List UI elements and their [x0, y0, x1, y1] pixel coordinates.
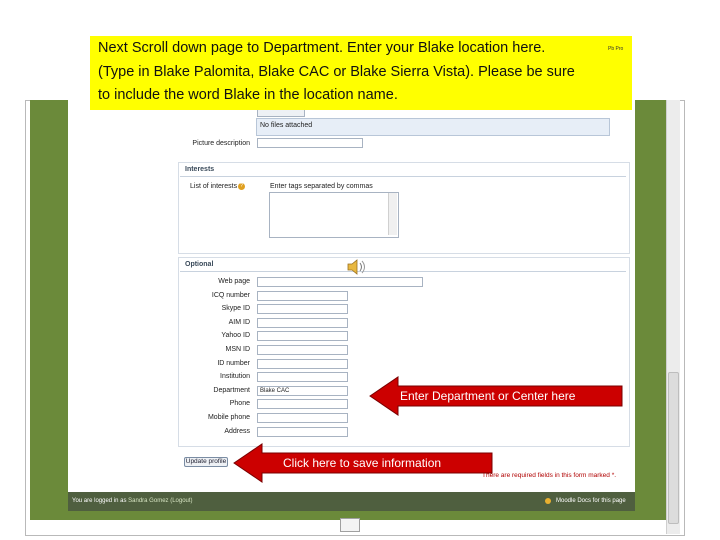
logged-in-prefix: You are logged in as [72, 498, 127, 504]
field-input[interactable] [257, 413, 348, 423]
textarea-scrollbar[interactable] [388, 193, 397, 235]
moodle-docs-link[interactable]: Moodle Docs for this page [556, 498, 626, 504]
banner-tiny-note: Pb Pro [608, 46, 624, 52]
field-label: Skype ID [221, 305, 250, 312]
field-label: ID number [217, 360, 250, 367]
field-label: Department [213, 387, 250, 394]
scrollbar-thumb[interactable] [668, 372, 679, 524]
field-input[interactable] [257, 359, 348, 369]
help-icon[interactable]: ? [238, 183, 245, 190]
field-label: Address [224, 428, 250, 435]
interests-legend: Interests [185, 166, 215, 173]
optional-divider [180, 271, 626, 272]
speaker-icon[interactable] [346, 258, 370, 276]
picture-upload-button-edge[interactable] [257, 110, 305, 117]
required-note: There are required fields in this form marked *. [482, 472, 617, 479]
field-input[interactable] [257, 318, 348, 328]
picture-description-input[interactable] [257, 138, 363, 148]
interests-hint: Enter tags separated by commas [270, 183, 373, 190]
instruction-banner [90, 36, 632, 110]
attachment-status-text: No files attached [260, 122, 313, 129]
field-input[interactable] [257, 304, 348, 314]
picture-description-label: Picture description [192, 140, 250, 147]
field-label: Web page [218, 278, 250, 285]
field-label: MSN ID [225, 346, 250, 353]
field-label: Phone [229, 400, 250, 407]
optional-legend: Optional [185, 261, 214, 268]
banner-line-1: Next Scroll down page to Department. Enter your Blake location here. [98, 40, 546, 56]
field-input[interactable] [257, 291, 348, 301]
interests-list-label: List of interests [190, 183, 238, 190]
field-label: AIM ID [228, 319, 250, 326]
footer-login-info [72, 498, 193, 504]
interests-divider [180, 176, 626, 177]
department-callout-text: Enter Department or Center here [400, 389, 576, 403]
field-label: ICQ number [211, 292, 250, 299]
scroll-corner-button[interactable] [340, 518, 360, 532]
field-label: Institution [220, 373, 250, 380]
docs-info-icon [545, 498, 551, 504]
field-input[interactable] [257, 331, 348, 341]
field-input[interactable] [257, 427, 348, 437]
banner-line-3: to include the word Blake in the location name. [98, 87, 398, 103]
field-input[interactable] [257, 372, 348, 382]
logout-link[interactable]: (Logout) [170, 498, 193, 504]
field-input[interactable] [257, 345, 348, 355]
field-label: Yahoo ID [221, 332, 250, 339]
field-input[interactable] [257, 277, 423, 287]
field-input[interactable] [257, 399, 348, 409]
interests-textarea[interactable] [269, 192, 399, 238]
field-label: Mobile phone [207, 414, 250, 421]
user-name-link[interactable]: Sandra Gomez [128, 498, 169, 504]
banner-line-2: (Type in Blake Palomita, Blake CAC or Blake Sierra Vista). Please be sure [98, 64, 575, 80]
save-callout-text: Click here to save information [283, 456, 442, 470]
field-input[interactable]: Blake CAC [257, 386, 348, 396]
update-profile-label: Update profile [185, 458, 227, 465]
update-profile-button[interactable] [184, 457, 228, 467]
